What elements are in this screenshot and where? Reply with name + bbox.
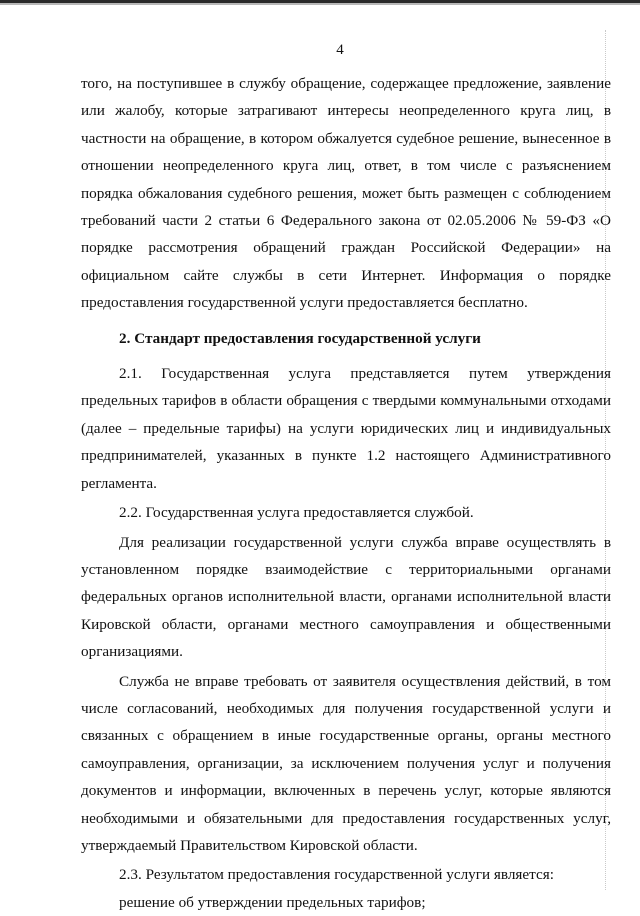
document-body [81, 70, 611, 916]
paragraph-2-2: 2.2. Государственная услуга предоставляется службой. [119, 504, 474, 522]
page-number: 4 [336, 42, 344, 58]
section-heading: 2. Стандарт предоставления государственной услуги [119, 329, 481, 347]
paragraph-2-3: 2.3. Результатом предоставления государственной услуги является: [119, 866, 554, 884]
paragraph-restrictions: Служба не вправе требовать от заявителя осуществления действий, в том числе согласований, необходимых для получения государственной услуги и связанных с обращением в иные государственные органы, органы местного самоуправления, организации, за исключением получения услуг и получения документов и информации, включенных в перечень услуг, которые являются необходимыми и обязательными для предоставления государственных услуг, утверждаемый Правительством Кировской области. [81, 672, 611, 854]
paragraph-interaction: Для реализации государственной услуги служба вправе осуществлять в установленном порядке взаимодействие с территориальными органами федеральных органов исполнительной власти, органами исполнительной власти Кировской области, органами местного самоуправления и общественными организациями. [81, 533, 611, 661]
paragraph-result-item: решение об утверждении предельных тарифов; [119, 893, 426, 911]
scan-top-shadow [0, 3, 640, 5]
paragraph-2-1: 2.1. Государственная услуга представляется путем утверждения предельных тарифов в области обращения с твердыми коммунальными отходами (далее – предельные тарифы) на услуги юридических лиц и индивидуальных предпринимателей, указанных в пункте 1.2 настоящего Административного регламента. [81, 365, 611, 492]
paragraph-continuation: того, на поступившее в службу обращение, содержащее предложение, заявление или жалобу, которые затрагивают интересы неопределенного круга лиц, в частности на обращение, в котором обжалуется судебное решение, вынесенное в отношении неопределенного круга лиц, ответ, в том числе с разъяснением порядка обжалования судебного решения, может быть размещен с соблюдением требований части 2 статьи 6 Федерального закона от 02.05.2006 № 59-ФЗ «О порядке рассмотрения обращений граждан Российской Федерации» на официальном сайте службы в сети Интернет. Информация о порядке предоставления государственной услуги предоставляется бесплатно. [81, 75, 611, 312]
